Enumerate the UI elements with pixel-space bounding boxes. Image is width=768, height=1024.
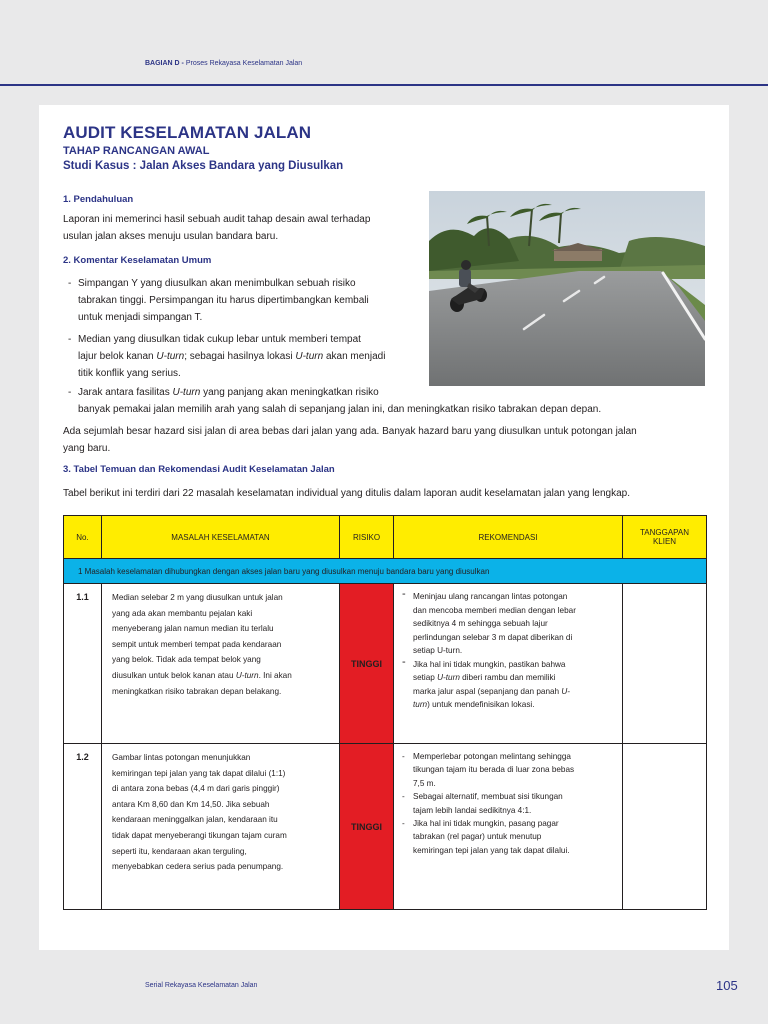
bullet-1-line-3: untuk menjadi simpangan T. xyxy=(78,312,203,323)
recommendation-item: - Jika hal ini tidak mungkin, pastikan bahwa setiap U-turn diberi rambu dan memiliki marka jalur aspal (sepanjang dan panah U- turn) untuk mendefinisikan lokasi. xyxy=(402,655,571,709)
hazard-paragraph-line-1: Ada sejumlah besar hazard sisi jalan di area bebas dari jalan yang ada. Banyak hazard baru yang diusulkan untuk potongan jalan xyxy=(63,426,637,437)
bullet-1: - Simpangan Y yang diusulkan akan menimbulkan sebuah risiko xyxy=(68,278,356,289)
recommendation-text xyxy=(394,584,623,744)
table-header-row xyxy=(64,516,707,559)
recommendation-item: - Sebagai alternatif, membuat sisi tikungan tajam lebih landai sedikitnya 4:1. xyxy=(402,792,563,815)
row-number: 1.1 xyxy=(64,584,102,744)
client-response-cell xyxy=(623,744,707,910)
recommendation-text xyxy=(394,744,623,910)
recommendation-item: - Jika hal ini tidak mungkin, pasang pagar tabrakan (rel pagar) untuk menutup kemiringan tepi jalan yang tak dapat dilalui. xyxy=(402,819,570,855)
group-1-label: 1 Masalah keselamatan dihubungkan dengan akses jalan baru yang diusulkan menuju bandara baru yang diusulkan xyxy=(64,559,707,584)
bullet-2-line-2: lajur belok kanan U-turn; sebagai hasilnya lokasi U-turn akan menjadi xyxy=(78,351,386,362)
running-head-title: Proses Rekayasa Keselamatan Jalan xyxy=(185,60,303,67)
issue-text: Median selebar 2 m yang diusulkan untuk jalan yang ada akan membantu pejalan kaki menyeberang jalan namun median itu terlalu sempit untuk memberi tempat pada kendaraan yang belok. Tidak ada tempat belok yang diusulkan untuk belok kanan atau U-turn. Ini akan meningkatkan risiko tabrakan depan belakang. xyxy=(102,584,340,744)
section-2-heading: 2. Komentar Keselamatan Umum xyxy=(63,255,212,266)
table-row xyxy=(64,584,707,744)
document-subtitle: TAHAP RANCANGAN AWAL xyxy=(63,145,210,157)
page-number: 105 xyxy=(716,978,738,993)
bullet-2-line-3: titik konflik yang serius. xyxy=(78,368,181,379)
header-no: No. xyxy=(64,516,102,559)
client-response-cell xyxy=(623,584,707,744)
case-study-title: Studi Kasus : Jalan Akses Bandara yang Diusulkan xyxy=(63,160,344,172)
footer-series-title: Serial Rekayasa Keselamatan Jalan xyxy=(145,982,258,989)
hazard-paragraph-line-2: yang baru. xyxy=(63,443,111,454)
issue-text: Gambar lintas potongan menunjukkan kemiringan tepi jalan yang tak dapat dilalui (1:1) di antara zona bebas (4,4 m dari garis pinggir) antara Km 8,60 dan Km 14,50. Jika sebuah kendaraan meninggalkan jalan, kendaraan itu tidak dapat menyeberangi tikungan tajam curam seperti itu, kendaraan akan terguling, menyebabkan cedera serius pada penumpang. xyxy=(102,744,340,910)
section-1-heading: 1. Pendahuluan xyxy=(63,194,134,205)
risk-badge: TINGGI xyxy=(340,584,394,744)
road-photo xyxy=(429,191,705,386)
row-number: 1.2 xyxy=(64,744,102,910)
header-rule xyxy=(0,84,768,86)
header-client-response: TANGGAPAN KLIEN xyxy=(623,516,707,559)
section-1-line-1: Laporan ini memerinci hasil sebuah audit tahap desain awal terhadap xyxy=(63,214,371,225)
group-row-1 xyxy=(64,559,707,584)
table-row xyxy=(64,744,707,910)
recommendation-item: - Meninjau ulang rancangan lintas potongan dan mencoba memberi median dengan lebar sedikitnya 4 m sehingga sebuah lajur perlindungan selebar 3 m dapat diberikan di setiap U-turn. xyxy=(402,588,576,655)
recommendation-item: - Memperlebar potongan melintang sehingga tikungan tajam itu berada di luar zona bebas 7,5 m. xyxy=(402,752,575,788)
header-issue: MASALAH KESELAMATAN xyxy=(102,516,340,559)
risk-badge: TINGGI xyxy=(340,744,394,910)
running-head-section: BAGIAN D - xyxy=(145,60,184,67)
content-card xyxy=(39,105,729,950)
section-3-heading: 3. Tabel Temuan dan Rekomendasi Audit Keselamatan Jalan xyxy=(63,464,335,475)
bullet-3-line-2: banyak pemakai jalan memilih arah yang salah di sepanjang jalan ini, dan meningkatkan risiko tabrakan depan depan. xyxy=(78,404,602,415)
section-3-text: Tabel berikut ini terdiri dari 22 masalah keselamatan individual yang ditulis dalam laporan audit keselamatan jalan yang lengkap. xyxy=(63,488,631,499)
section-1-line-2: usulan jalan akses menuju usulan bandara baru. xyxy=(63,231,279,242)
running-head xyxy=(145,60,302,67)
header-risk: RISIKO xyxy=(340,516,394,559)
header-recommendation: REKOMENDASI xyxy=(394,516,623,559)
bullet-1-line-2: tabrakan tinggi. Persimpangan itu harus dipertimbangkan kembali xyxy=(78,295,369,306)
bullet-2: - Median yang diusulkan tidak cukup lebar untuk memberi tempat xyxy=(68,334,361,345)
document-title: AUDIT KESELAMATAN JALAN xyxy=(63,123,312,142)
findings-table xyxy=(63,515,707,910)
bullet-3: - Jarak antara fasilitas U-turn yang panjang akan meningkatkan risiko xyxy=(68,387,379,398)
